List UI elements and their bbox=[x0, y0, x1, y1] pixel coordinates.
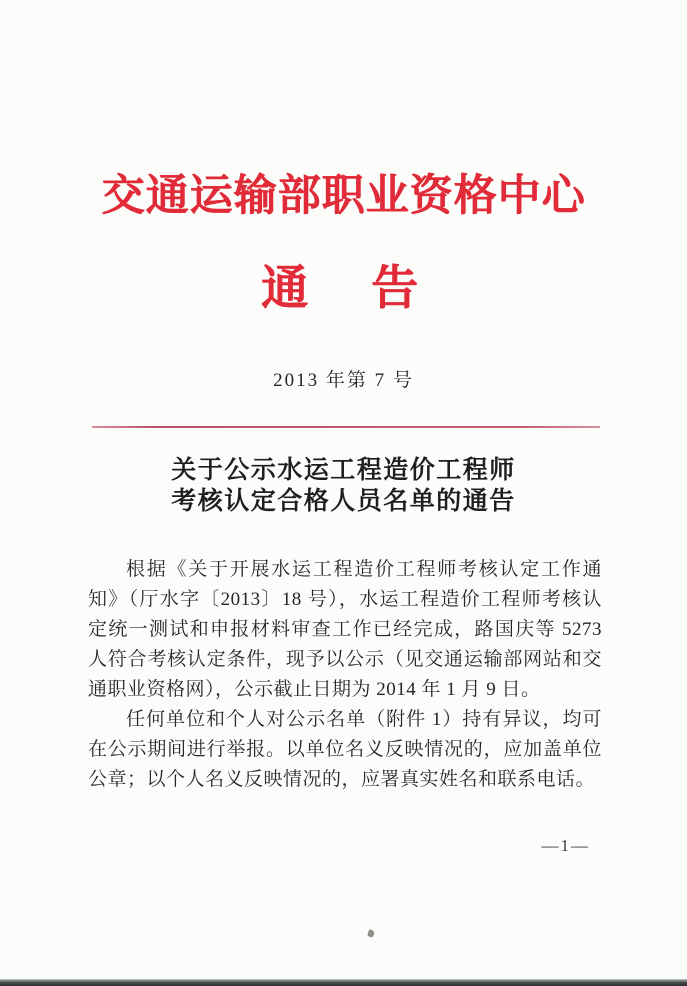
org-name-heading: 交通运输部职业资格中心 bbox=[101, 173, 586, 220]
body-paragraph-1: 根据《关于开展水运工程造价工程师考核认定工作通知》（厅水字〔2013〕18 号），水运工程造价工程师考核认定统一测试和申报材料审查工作已经完成，路国庆等 5273 人符合考核认定条件，现予以公示（见交通运输部网站和交通职业资格网），公示截止日期为 2014 年 1 月 9 日。 bbox=[88, 559, 602, 700]
notice-body bbox=[88, 555, 602, 795]
notice-title bbox=[0, 455, 687, 517]
notice-type-heading: 通 告 bbox=[261, 263, 426, 315]
body-paragraph-2: 任何单位和个人对公示名单（附件 1）持有异议，均可在公示期间进行举报。以单位名义反映情况的，应加盖单位公章；以个人名义反映情况的，应署真实姓名和联系电话。 bbox=[88, 709, 602, 790]
title-line-2: 考核认定合格人员名单的通告 bbox=[171, 488, 516, 515]
title-line-1: 关于公示水运工程造价工程师 bbox=[171, 457, 516, 484]
scan-speck-artifact bbox=[367, 929, 375, 938]
page-number: —1— bbox=[541, 836, 590, 855]
doc-number-text: 2013 年第 7 号 bbox=[273, 370, 414, 391]
scan-bottom-edge bbox=[0, 979, 687, 986]
red-divider bbox=[92, 426, 600, 428]
